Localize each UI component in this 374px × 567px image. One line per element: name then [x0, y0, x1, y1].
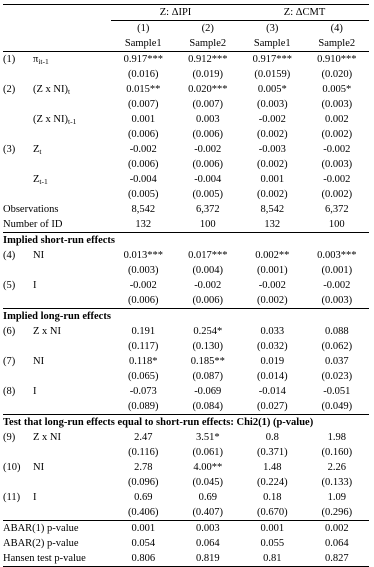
variable-label: I	[33, 386, 37, 397]
coefficient-estimate-row	[3, 52, 369, 68]
diagnostic-test-row	[3, 536, 369, 551]
section-3-se-row	[3, 475, 369, 490]
standard-error-cell: (0.002)	[321, 129, 353, 140]
coefficient-cell: -0.051	[323, 386, 351, 397]
standard-error-cell: (0.002)	[256, 189, 288, 200]
variable-name	[33, 172, 111, 187]
sample-header: Sample2	[305, 36, 370, 52]
standard-error-cell: (0.133)	[321, 477, 353, 488]
blank-cell	[3, 293, 111, 309]
standard-error-cell: (0.003)	[127, 265, 159, 276]
standard-error-cell: (0.005)	[192, 189, 224, 200]
stat-value: 0.001	[260, 523, 285, 534]
standard-error-cell: (0.296)	[305, 505, 370, 521]
coefficient-cell: 0.18	[263, 492, 282, 503]
standard-error-cell: (0.006)	[192, 129, 224, 140]
coefficient-cell: 0.002	[324, 114, 349, 125]
coefficient-cell: -0.002	[129, 144, 157, 155]
section-2-estimate-row	[3, 354, 369, 369]
section-3-estimate-row	[3, 490, 369, 505]
variable-label: NI	[33, 356, 45, 367]
variable-subscript: it-1	[38, 57, 49, 66]
stat-value: 132	[240, 217, 305, 233]
coefficient-se-row	[3, 67, 369, 82]
coefficient-cell: 0.020***	[188, 84, 228, 95]
observations-row	[3, 202, 369, 217]
standard-error-cell: (0.670)	[240, 505, 305, 521]
blank-cell	[3, 97, 111, 112]
coefficient-cell: 0.003***	[317, 250, 357, 261]
variable-name	[33, 82, 111, 97]
regression-table	[3, 4, 369, 567]
section-title-row	[3, 233, 369, 249]
standard-error-cell: (0.002)	[256, 159, 288, 170]
coefficient-cell: -0.002	[194, 144, 222, 155]
row-number: (5)	[3, 280, 16, 291]
section-3-se-row	[3, 505, 369, 521]
variable-label: NI	[33, 462, 45, 473]
coefficient-cell: 0.001	[131, 114, 156, 125]
standard-error-cell: (0.003)	[305, 293, 370, 309]
blank-cell	[3, 263, 111, 278]
section-1-estimate-row	[3, 248, 369, 263]
coefficient-cell: -0.002	[129, 280, 157, 291]
coefficient-cell: 0.917***	[252, 54, 292, 65]
coefficient-cell: 2.47	[134, 432, 153, 443]
coefficient-cell: -0.002	[323, 280, 351, 291]
standard-error-cell: (0.004)	[192, 265, 224, 276]
stat-label: Number of ID	[3, 217, 111, 233]
stat-value: 0.81	[240, 551, 305, 567]
standard-error-cell: (0.006)	[127, 159, 159, 170]
sample-header: Sample2	[176, 36, 241, 52]
blank-cell	[3, 127, 111, 142]
section-title-row	[3, 415, 369, 431]
stat-value: 0.064	[324, 538, 349, 549]
standard-error-cell: (0.045)	[192, 477, 224, 488]
stat-value: 0.002	[324, 523, 349, 534]
standard-error-cell: (0.371)	[256, 447, 288, 458]
standard-error-cell: (0.406)	[111, 505, 176, 521]
column-number: (2)	[201, 23, 214, 34]
coefficient-cell: 0.088	[324, 326, 349, 337]
blank-cell	[3, 369, 111, 384]
standard-error-cell: (0.014)	[256, 371, 288, 382]
section-3-estimate-row	[3, 430, 369, 445]
variable-subscript: t-1	[68, 117, 77, 126]
regression-table-body	[3, 5, 369, 567]
coefficient-cell: 0.005*	[322, 84, 352, 95]
section-title: Implied short-run effects	[3, 235, 115, 246]
coefficient-se-row	[3, 157, 369, 172]
section-2-se-row	[3, 399, 369, 415]
blank-cell	[3, 445, 111, 460]
blank-cell	[3, 399, 111, 415]
coefficient-cell: -0.069	[194, 386, 222, 397]
stat-label: Observations	[3, 204, 59, 215]
column-number-row	[3, 21, 369, 37]
stat-value: 0.001	[131, 523, 156, 534]
stat-value: 0.806	[111, 551, 176, 567]
row-number: (4)	[3, 250, 16, 261]
standard-error-cell: (0.003)	[256, 99, 288, 110]
standard-error-cell: (0.032)	[256, 341, 288, 352]
variable-name	[33, 490, 111, 505]
blank-cell	[3, 157, 111, 172]
diagnostic-test-row	[3, 521, 369, 537]
coefficient-cell: -0.073	[129, 386, 157, 397]
variable-name	[33, 460, 111, 475]
variable-subscript: t-1	[39, 177, 48, 186]
coefficient-cell: 0.015**	[126, 84, 161, 95]
coefficient-se-row	[3, 97, 369, 112]
standard-error-cell: (0.002)	[321, 189, 353, 200]
row-number: (8)	[3, 386, 16, 397]
variable-name	[33, 112, 111, 127]
variable-name	[33, 354, 111, 369]
blank-cell	[3, 187, 111, 202]
row-number: (9)	[3, 432, 16, 443]
section-2-estimate-row	[3, 324, 369, 339]
section-2-se-row	[3, 369, 369, 384]
standard-error-cell: (0.005)	[127, 189, 159, 200]
variable-label: Z x NI	[33, 432, 61, 443]
coefficient-cell: 0.002**	[255, 250, 290, 261]
coefficient-cell: 0.001	[260, 174, 285, 185]
section-title: Implied long-run effects	[3, 311, 111, 322]
standard-error-cell: (0.006)	[111, 293, 176, 309]
coefficient-cell: 0.917***	[123, 54, 163, 65]
stat-value: 100	[305, 217, 370, 233]
stat-value: 8,542	[131, 204, 156, 215]
section-title-row	[3, 309, 369, 325]
coefficient-se-row	[3, 187, 369, 202]
blank-cell	[3, 339, 111, 354]
coefficient-cell: 0.033	[260, 326, 285, 337]
coefficient-cell: 0.003	[195, 114, 220, 125]
coefficient-estimate-row	[3, 82, 369, 97]
variable-subscript: t	[68, 87, 71, 96]
standard-error-cell: (0.001)	[321, 265, 353, 276]
standard-error-cell: (0.006)	[127, 129, 159, 140]
coefficient-cell: 0.254*	[193, 326, 223, 337]
standard-error-cell: (0.019)	[192, 69, 224, 80]
standard-error-cell: (0.003)	[321, 159, 353, 170]
coefficient-cell: 2.26	[327, 462, 346, 473]
section-2-estimate-row	[3, 384, 369, 399]
coefficient-se-row	[3, 127, 369, 142]
standard-error-cell: (0.116)	[128, 447, 159, 458]
variable-name	[33, 324, 111, 339]
row-number: (3)	[3, 144, 16, 155]
group-header-ipi: Z: ΔIPI	[111, 5, 240, 21]
variable-name	[33, 278, 111, 293]
standard-error-cell: (0.020)	[321, 69, 353, 80]
row-number: (2)	[3, 84, 16, 95]
sample-header-row	[3, 36, 369, 52]
coefficient-estimate-row	[3, 172, 369, 187]
coefficient-cell: 1.09	[327, 492, 346, 503]
standard-error-cell: (0.0159)	[254, 69, 291, 80]
group-header-row	[3, 5, 369, 21]
standard-error-cell: (0.160)	[321, 447, 353, 458]
sample-header: Sample1	[111, 36, 176, 52]
section-1-estimate-row	[3, 278, 369, 293]
stat-value: 8,542	[260, 204, 285, 215]
blank-cell	[3, 475, 111, 490]
column-number: (4)	[330, 23, 343, 34]
stat-value: 0.827	[305, 551, 370, 567]
section-1-se-row	[3, 263, 369, 278]
standard-error-cell: (0.001)	[256, 265, 288, 276]
diagnostic-test-row	[3, 551, 369, 567]
stat-value: 0.055	[260, 538, 285, 549]
variable-name	[33, 142, 111, 157]
coefficient-cell: -0.014	[258, 386, 286, 397]
stat-value: 0.003	[195, 523, 220, 534]
stat-value: 0.054	[131, 538, 156, 549]
coefficient-cell: -0.002	[258, 280, 286, 291]
stat-value: 0.819	[176, 551, 241, 567]
standard-error-cell: (0.117)	[128, 341, 159, 352]
row-number	[3, 112, 33, 127]
variable-name	[33, 52, 111, 68]
row-number: (11)	[3, 492, 21, 503]
section-3-se-row	[3, 445, 369, 460]
coefficient-cell: 1.98	[327, 432, 346, 443]
coefficient-cell: 0.910***	[317, 54, 357, 65]
coefficient-cell: 0.8	[265, 432, 279, 443]
stat-value: 100	[176, 217, 241, 233]
row-number: (10)	[3, 462, 21, 473]
coefficient-cell: 4.00**	[193, 462, 223, 473]
standard-error-cell: (0.084)	[176, 399, 241, 415]
coefficient-cell: -0.002	[323, 174, 351, 185]
blank-cell	[3, 505, 111, 521]
coefficient-cell: 2.78	[134, 462, 153, 473]
coefficient-cell: 1.48	[263, 462, 282, 473]
standard-error-cell: (0.096)	[127, 477, 159, 488]
coefficient-cell: 0.69	[198, 492, 217, 503]
row-number: (1)	[3, 54, 16, 65]
variable-label: Z	[33, 174, 40, 185]
standard-error-cell: (0.006)	[192, 159, 224, 170]
variable-name	[33, 384, 111, 399]
standard-error-cell: (0.016)	[127, 69, 159, 80]
variable-label: π	[33, 54, 39, 65]
coefficient-cell: -0.004	[129, 174, 157, 185]
row-number	[3, 172, 33, 187]
standard-error-cell: (0.407)	[176, 505, 241, 521]
standard-error-cell: (0.002)	[240, 293, 305, 309]
group-header-cmt: Z: ΔCMT	[240, 5, 369, 21]
coefficient-cell: 0.185**	[190, 356, 225, 367]
row-number: (6)	[3, 326, 16, 337]
coefficient-cell: 0.005*	[257, 84, 287, 95]
standard-error-cell: (0.006)	[176, 293, 241, 309]
coefficient-cell: -0.002	[194, 280, 222, 291]
standard-error-cell: (0.089)	[111, 399, 176, 415]
variable-name	[33, 248, 111, 263]
coefficient-cell: 3.51*	[195, 432, 220, 443]
variable-subscript: t	[39, 147, 42, 156]
coefficient-cell: -0.003	[258, 144, 286, 155]
variable-label: I	[33, 280, 37, 291]
coefficient-cell: 0.69	[134, 492, 153, 503]
variable-label: Z	[33, 144, 40, 155]
stat-value: 132	[111, 217, 176, 233]
coefficient-cell: 0.037	[324, 356, 349, 367]
coefficient-cell: 0.017***	[188, 250, 228, 261]
standard-error-cell: (0.027)	[240, 399, 305, 415]
standard-error-cell: (0.061)	[192, 447, 224, 458]
variable-label: Z x NI	[33, 326, 61, 337]
stat-value: 6,372	[324, 204, 349, 215]
stat-value: 0.064	[195, 538, 220, 549]
stat-label: Hansen test p-value	[3, 551, 111, 567]
column-number: (1)	[137, 23, 150, 34]
standard-error-cell: (0.003)	[321, 99, 353, 110]
sample-header: Sample1	[240, 36, 305, 52]
standard-error-cell: (0.049)	[305, 399, 370, 415]
section-2-se-row	[3, 339, 369, 354]
variable-label: NI	[33, 250, 45, 261]
coefficient-cell: -0.004	[194, 174, 222, 185]
standard-error-cell: (0.062)	[321, 341, 353, 352]
standard-error-cell: (0.087)	[192, 371, 224, 382]
coefficient-cell: 0.118*	[129, 356, 158, 367]
coefficient-cell: -0.002	[323, 144, 351, 155]
stat-label: ABAR(1) p-value	[3, 523, 79, 534]
coefficient-estimate-row	[3, 142, 369, 157]
coefficient-cell: 0.013***	[123, 250, 163, 261]
standard-error-cell: (0.023)	[321, 371, 353, 382]
coefficient-cell: 0.912***	[188, 54, 228, 65]
section-1-se-row	[3, 293, 369, 309]
coefficient-estimate-row	[3, 112, 369, 127]
number-of-id-row	[3, 217, 369, 233]
variable-label: (Z x NI)	[33, 84, 68, 95]
coefficient-cell: 0.191	[131, 326, 156, 337]
coefficient-cell: -0.002	[258, 114, 286, 125]
blank-cell	[3, 67, 111, 82]
variable-label: I	[33, 492, 37, 503]
variable-name	[33, 430, 111, 445]
coefficient-cell: 0.019	[260, 356, 285, 367]
row-number: (7)	[3, 356, 16, 367]
variable-label: (Z x NI)	[33, 114, 68, 125]
section-3-estimate-row	[3, 460, 369, 475]
stat-label: ABAR(2) p-value	[3, 538, 79, 549]
standard-error-cell: (0.130)	[192, 341, 224, 352]
column-number: (3)	[266, 23, 279, 34]
standard-error-cell: (0.002)	[256, 129, 288, 140]
stat-value: 6,372	[195, 204, 220, 215]
standard-error-cell: (0.224)	[256, 477, 288, 488]
standard-error-cell: (0.007)	[127, 99, 159, 110]
section-title: Test that long-run effects equal to short-run effects: Chi2(1) (p-value)	[3, 417, 314, 428]
standard-error-cell: (0.007)	[192, 99, 224, 110]
standard-error-cell: (0.065)	[127, 371, 159, 382]
